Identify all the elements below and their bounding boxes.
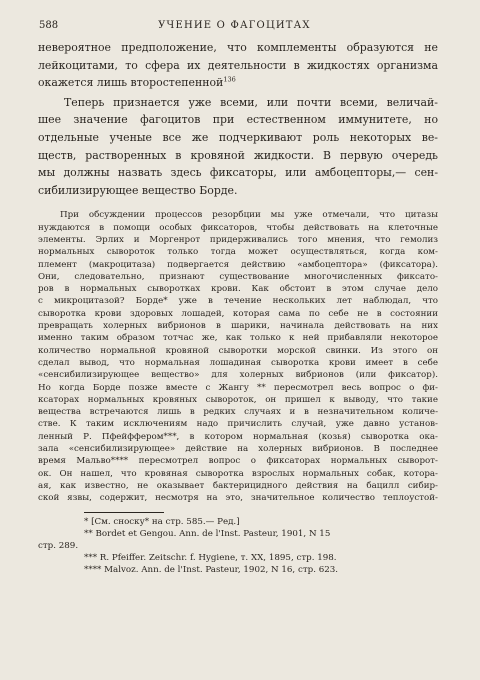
text-line: именно таким образом тотчас же, как только к ней прибавляли некоторое bbox=[38, 333, 438, 344]
text-line: время Мальво**** пересмотрел вопрос о фиксаторах нормальных сыворот- bbox=[38, 456, 438, 467]
text-line: с микроцитазой? Борде* уже в течение нескольких лет наблюдал, что bbox=[38, 296, 438, 307]
text-line: нуждаются в помощи особых фиксаторов, чтобы действовать на клеточные bbox=[38, 222, 438, 233]
text-line: мы должны назвать здесь фиксаторы, или амбоцепторы,— сен- bbox=[38, 166, 438, 180]
text-line: ществ, растворенных в кровяной жидкости. В первую очередь bbox=[38, 148, 438, 162]
text-line: зала «сенсибилизирующее» действие на холерных вибрионов. В последнее bbox=[38, 443, 438, 454]
main-paragraph-1 bbox=[38, 39, 438, 92]
small-print-paragraph bbox=[38, 209, 438, 504]
footnote: *** R. Pfeiffer. Zeitschr. f. Hygiene, т. XX, 1895, стр. 198. bbox=[84, 552, 337, 563]
text-line: нормальных сывороток только тогда может осуществляться, когда ком- bbox=[38, 247, 438, 258]
text-line: ксаторах нормальных кровяных сывороток, он пришел к выводу, что такие bbox=[38, 394, 438, 405]
text-line: количество нормальной кровяной сыворотки морской свинки. Из этого он bbox=[38, 345, 438, 356]
text-line: вещества встречаются лишь в редких случаях и в незначительном количе- bbox=[38, 407, 438, 418]
text-line: превращать холерных вибрионов в шарики, начинала действовать на них bbox=[38, 321, 438, 332]
text-line: отдельные ученые все же подчеркивают роль некоторых ве- bbox=[38, 130, 438, 144]
text-line bbox=[38, 74, 438, 92]
text-line: Теперь признается уже всеми, или почти всеми, величай- bbox=[64, 95, 438, 109]
page-number: 588 bbox=[39, 20, 59, 31]
text-line: «сенсибилизирующее вещество» для холерных вибрионов (или фиксатор). bbox=[38, 370, 438, 381]
footnote: * [См. сноску* на стр. 585.— Ред.] bbox=[84, 517, 240, 528]
footnote-divider bbox=[84, 512, 164, 513]
footnote-continuation: стр. 289. bbox=[38, 541, 79, 552]
text-line: сыворотка крови здоровых лошадей, которая сама по себе не в состоянии bbox=[38, 308, 438, 319]
text-line: При обсуждении процессов резорбции мы уже отмечали, что цитазы bbox=[60, 210, 438, 221]
text-line: ок. Он нашел, что кровяная сыворотка взрослых нормальных собак, котора- bbox=[38, 468, 438, 479]
text-line: шее значение фагоцитов при естественном иммунитете, но bbox=[38, 113, 438, 127]
footnote: **** Malvoz. Ann. de l'Inst. Pasteur, 1902, N 16, стр. 623. bbox=[84, 564, 339, 575]
text-line: Они, следовательно, признают существование многочисленных фиксато- bbox=[38, 271, 438, 282]
text-line: племент (макроцитаза) подвергается действию «амбоцептора» (фиксатора). bbox=[38, 259, 438, 270]
text-line: ленный Р. Пфейффером***, в котором нормальная (козья) сыворотка ока- bbox=[38, 431, 438, 442]
footnote: ** Bordet et Gengou. Ann. de l'Inst. Pasteur, 1901, N 15 bbox=[84, 529, 331, 540]
text-line: ской язвы, содержит, несмотря на это, значительное количество теплоустой- bbox=[38, 493, 438, 504]
text-line: лейкоцитами, то сфера их деятельности в жидкостях организма bbox=[38, 58, 438, 72]
footnote-reference: 136 bbox=[223, 75, 236, 84]
text-line: ая, как известно, не оказывает бактерицидного действия на бацилл сибир- bbox=[38, 480, 438, 491]
footnotes bbox=[38, 517, 438, 576]
running-title: УЧЕНИЕ О ФАГОЦИТАХ bbox=[158, 20, 311, 31]
text-line: элементы. Эрлих и Моргенрот придерживались того мнения, что гемолиз bbox=[38, 234, 438, 245]
text-line: сделал вывод, что нормальная лошадиная сыворотка крови имеет в себе bbox=[38, 357, 438, 368]
text-line: стве. К таким исключениям надо причислить случай, уже давно установ- bbox=[38, 419, 438, 430]
main-text bbox=[38, 39, 438, 199]
main-paragraph-2 bbox=[38, 94, 438, 200]
text-line: ров в нормальных сыворотках крови. Как обстоит в этом случае дело bbox=[38, 284, 438, 295]
text-line: невероятное предположение, что комплементы образуются не bbox=[38, 41, 438, 54]
page-header bbox=[39, 20, 438, 31]
text-line: Но когда Борде позже вместе с Жангу ** пересмотрел весь вопрос о фи- bbox=[38, 382, 438, 393]
text-line: сибилизирующее вещество Борде. bbox=[38, 183, 238, 197]
text-fragment: окажется лишь второстепенной bbox=[38, 76, 224, 90]
